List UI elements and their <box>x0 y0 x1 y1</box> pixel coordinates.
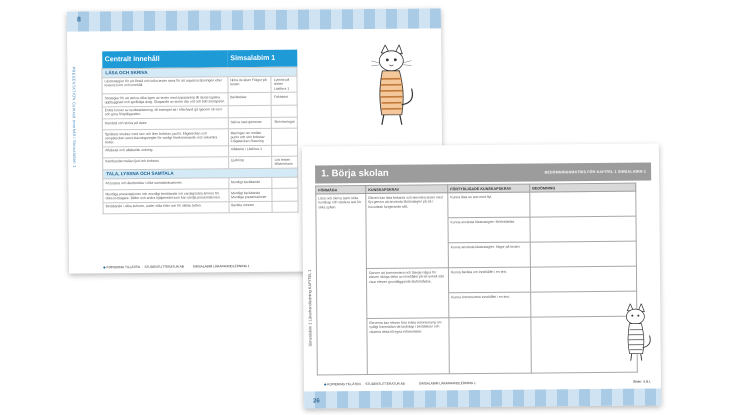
column-header-formaga: FÖRMÅGA <box>316 186 366 194</box>
fortydligade-cell: Kunna kommentera innehållet i en text. <box>449 292 531 318</box>
page-footer: ◆ KOPIERING TILLÅTEN · STUDENTLITTERATUR AB SIMSALABIM LÄRARHANDLEDNING 1 <box>323 381 476 387</box>
table-cell: Muntliga presentationer och muntligt berättande om vardagsnära ämnen för olika mottagare. Bilder och andra hjälpmedel som kan stödja presentationen. <box>103 189 229 203</box>
image-credit: Bilder: S.B.L <box>633 379 651 384</box>
table-cell <box>272 201 298 212</box>
table-cell <box>272 105 298 118</box>
column-header-fortydligade: FÖRTYDLIGADE KUNSKAPSKRAV <box>448 184 530 193</box>
table-cell: Alfabetet i Läsförra 1 <box>228 145 272 156</box>
table-cell: Faktatext <box>272 92 298 105</box>
table-cell <box>228 105 272 118</box>
side-caption: Simsalabim 1 Lärarhandledning KAPITEL 1 <box>306 269 313 347</box>
page-number: 8 <box>76 16 81 24</box>
section-title: LÄSA OCH SKRIVA <box>102 67 297 78</box>
column-header-bedomning: BEDÖMNING <box>530 183 636 192</box>
fortydligade-cell: Kunna använda lässtrategier: förförståelse. <box>448 217 530 243</box>
chapter-title: 1. Börja skolan <box>321 167 389 180</box>
footer-right: SIMSALABIM LÄRARHANDLEDNING 1 <box>418 381 476 386</box>
footer-text: STUDENTLITTERATUR AB <box>365 381 405 387</box>
table-cell: Lös texten tillsammans <box>272 156 298 169</box>
bedomning-cell <box>530 191 636 217</box>
table-cell: Ljudning <box>228 156 272 169</box>
assessment-matrix-table <box>315 183 638 376</box>
side-caption: PRESENTATION Centralt innehåll i Simsalabim 1 <box>71 66 78 168</box>
table-cell: Strategier för att skriva olika typer av texter med anpassning till deras typiska uppbyggnad och språkliga drag. Skapande av texter där ord och bild samspelar. <box>102 93 228 107</box>
table-cell: Lyssna på texten Läsförra 1 <box>271 76 297 93</box>
cat-illustration <box>367 45 420 127</box>
table-cell <box>272 188 298 201</box>
formaga-cell: Läsa och skriva samt söka kunskap och värdera text för olika syften. <box>316 194 368 375</box>
fortydligade-cell: Kunna läsa en text med flyt. <box>448 192 530 218</box>
table-cell: Sambandet mellan ljud och bokstav. <box>103 156 229 170</box>
table-cell: Muntligt berättande <box>228 178 272 189</box>
central-content-table <box>101 50 298 214</box>
table-cell: Berätta minnen <box>229 201 273 212</box>
table-cell: Handstil och skriva på dator. <box>102 118 228 130</box>
table-cell: Berättelser <box>228 93 272 106</box>
footer-right: SIMSALABIM LÄRARHANDLEDNING 1 <box>192 264 250 269</box>
bedomning-cell <box>530 241 636 267</box>
section-title: TALA, LYSSNA OCH SAMTALA <box>103 168 298 179</box>
table-cell: Hinta du läser Frågor på texten <box>228 76 272 93</box>
matrix-subtitle: BEDÖMNINGSMATRIS FÖR KAPITEL 1 SIMSALABIM 1 <box>544 169 647 175</box>
footer-text: STUDENTLITTERATUR AB <box>144 264 184 269</box>
page-number: 26 <box>313 398 320 405</box>
table-cell: Berättande i olika kulturer, under olika tider och för skilda syften. <box>103 201 229 213</box>
table-cell: Enkla former av textbearbetning, till exempel att i efterhand gå igenom sin text och göra förtydliganden. <box>102 105 228 119</box>
matrix-row <box>316 191 636 219</box>
table-cell: Skrivövningar <box>272 117 298 128</box>
table-cell: Språkets struktur med stor och liten bokstav, punkt, frågetecken och utropstecken samt stavningsregler för vanligt förekommande ord i elevnära texter. <box>102 129 228 147</box>
table-cell: Skriva med gemener <box>228 117 272 128</box>
table-row <box>102 76 297 94</box>
central-content-rows <box>102 67 298 214</box>
table-cell <box>272 128 298 145</box>
kunskapskrav-cell: Eleverna kan eleven föra enkla resonemang om tydligt framträdan-de budskap i berättelser och relatera detta till egna erfarenheter. <box>367 318 449 375</box>
table-cell <box>272 145 298 156</box>
logo-icon: ◆ <box>103 265 106 270</box>
table-cell: Att lyssna och återberätta i olika samtalssituationer. <box>103 178 229 190</box>
table-cell: Lässtrategier för att förstå och tolka texter samt för att anpassa läsningen efter textens form och innehåll. <box>102 76 228 94</box>
table-cell <box>272 177 298 188</box>
chapter-header <box>315 163 651 184</box>
page-bottom-stripe <box>304 388 661 408</box>
column-header-central-content: Centralt innehåll <box>102 50 228 68</box>
table-cell: Meningar om mellan punkt och stor bokstav Frågetecken Stavning <box>228 128 272 145</box>
cat-illustration <box>619 304 654 362</box>
table-row <box>103 201 298 214</box>
bedomning-cell <box>530 216 636 242</box>
column-header-simsalabim: Simsalabim 1 <box>227 50 297 68</box>
fortydligade-cell: Kunna berätta om innehållet i en text. <box>448 267 530 293</box>
kunskapskrav-cell: Genom att kommentera och återge några för eleven viktiga delar av innehållet på ett enkelt sätt visar eleven grundläggande läsförståelse. <box>366 268 448 319</box>
footer-left: KOPIERING TILLÅTEN <box>327 382 361 387</box>
fortydligade-cell: Kunna använda lässtrategier: frågor på texten. <box>448 242 530 268</box>
table-cell: Muntligt berättande Muntliga presentationer <box>229 189 273 202</box>
footer-left: KOPIERING TILLÅTEN <box>106 265 140 270</box>
assessment-rows <box>316 191 638 375</box>
assessment-matrix-page <box>302 143 661 408</box>
fortydligade-cell <box>449 317 531 374</box>
kunskapskrav-cell: Eleven kan läsa bekanta och elevnära texter med flyt genom att använda lässtrategier på ett i huvudsak fungerande sätt. <box>366 193 449 269</box>
page-footer: ◆ KOPIERING TILLÅTEN · STUDENTLITTERATUR AB SIMSALABIM LÄRARHANDLEDNING 1 <box>103 264 250 270</box>
page-top-stripe <box>67 8 441 31</box>
bedomning-cell <box>530 266 636 292</box>
table-row <box>102 128 297 146</box>
table-cell: Alfabetet och alfabetisk ordning. <box>103 145 229 157</box>
logo-icon: ◆ <box>323 382 327 387</box>
column-header-kunskapskrav: KUNSKAPSKRAV <box>366 185 448 194</box>
